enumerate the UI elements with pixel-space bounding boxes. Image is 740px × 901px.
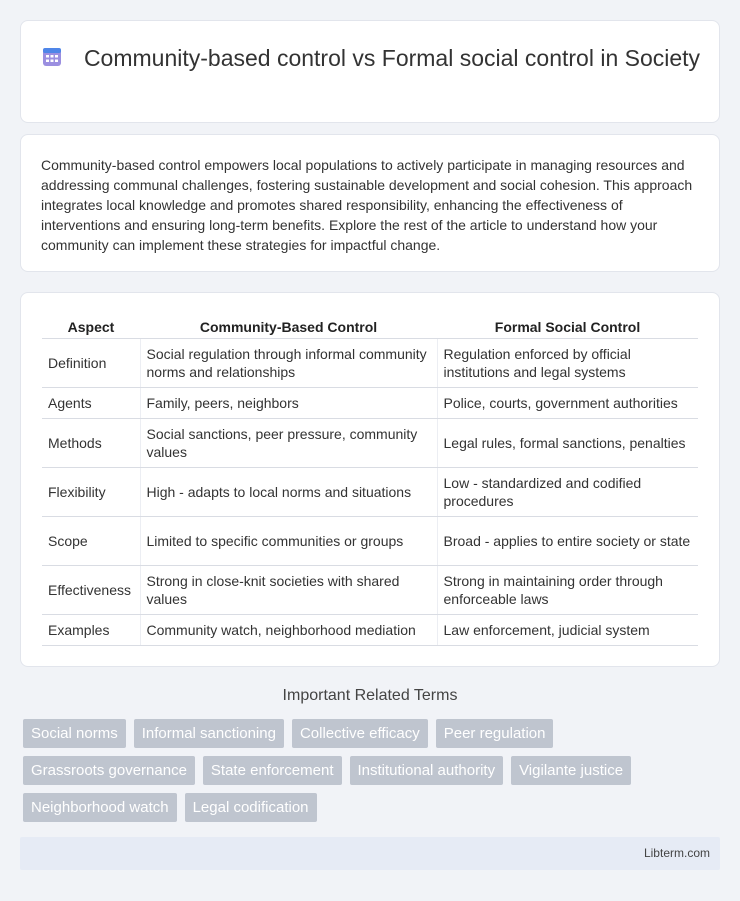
row-community-value: High - adapts to local norms and situations bbox=[140, 467, 437, 516]
related-term-tag[interactable]: State enforcement bbox=[203, 756, 342, 785]
footer-site-link[interactable]: Libterm.com bbox=[643, 846, 710, 860]
row-formal-value: Legal rules, formal sanctions, penalties bbox=[437, 418, 698, 467]
row-aspect: Effectiveness bbox=[42, 565, 140, 614]
related-term-tag[interactable]: Legal codification bbox=[185, 793, 317, 822]
related-terms-list bbox=[23, 719, 703, 822]
comparison-card bbox=[20, 292, 720, 667]
row-aspect: Flexibility bbox=[42, 467, 140, 516]
footer-bar bbox=[20, 837, 720, 870]
related-term-tag[interactable]: Informal sanctioning bbox=[134, 719, 284, 748]
page-title-row bbox=[21, 43, 719, 73]
table-row bbox=[42, 338, 698, 387]
row-formal-value: Law enforcement, judicial system bbox=[437, 614, 698, 645]
row-aspect: Examples bbox=[42, 614, 140, 645]
table-row bbox=[42, 418, 698, 467]
header-aspect: Aspect bbox=[42, 313, 140, 338]
related-term-tag[interactable]: Peer regulation bbox=[436, 719, 554, 748]
table-row bbox=[42, 387, 698, 418]
related-term-tag[interactable]: Neighborhood watch bbox=[23, 793, 177, 822]
intro-card bbox=[20, 134, 720, 272]
row-community-value: Social sanctions, peer pressure, community values bbox=[140, 418, 437, 467]
row-aspect: Scope bbox=[42, 516, 140, 565]
table-row bbox=[42, 467, 698, 516]
related-term-tag[interactable]: Vigilante justice bbox=[511, 756, 631, 785]
row-formal-value: Regulation enforced by official institutions and legal systems bbox=[437, 338, 698, 387]
row-aspect: Agents bbox=[42, 387, 140, 418]
header-community-based: Community-Based Control bbox=[140, 313, 437, 338]
row-community-value: Strong in close-knit societies with shared values bbox=[140, 565, 437, 614]
row-formal-value: Broad - applies to entire society or state bbox=[437, 516, 698, 565]
row-formal-value: Low - standardized and codified procedures bbox=[437, 467, 698, 516]
related-term-tag[interactable]: Collective efficacy bbox=[292, 719, 428, 748]
intro-paragraph: Community-based control empowers local populations to actively participate in managing resources and addressing communal challenges, fostering sustainable development and social cohesion. This approach integrates local knowledge and promotes shared responsibility, enhancing the effectiveness of interventions and ensuring long-term benefits. Explore the rest of the article to understand how your community can implement these strategies for impactful change. bbox=[41, 157, 693, 253]
related-term-tag[interactable]: Institutional authority bbox=[350, 756, 504, 785]
row-formal-value: Strong in maintaining order through enforceable laws bbox=[437, 565, 698, 614]
row-community-value: Limited to specific communities or groups bbox=[140, 516, 437, 565]
row-formal-value: Police, courts, government authorities bbox=[437, 387, 698, 418]
table-row bbox=[42, 516, 698, 565]
table-row bbox=[42, 565, 698, 614]
title-card bbox=[20, 20, 720, 123]
related-term-tag[interactable]: Grassroots governance bbox=[23, 756, 195, 785]
comparison-table bbox=[42, 313, 698, 646]
row-aspect: Methods bbox=[42, 418, 140, 467]
row-aspect: Definition bbox=[42, 338, 140, 387]
related-term-tag[interactable]: Social norms bbox=[23, 719, 126, 748]
table-header-row bbox=[42, 313, 698, 338]
row-community-value: Family, peers, neighbors bbox=[140, 387, 437, 418]
row-community-value: Community watch, neighborhood mediation bbox=[140, 614, 437, 645]
page-title: Community-based control vs Formal social control in Society bbox=[83, 45, 701, 71]
table-row bbox=[42, 614, 698, 645]
related-terms-heading: Important Related Terms bbox=[282, 687, 458, 704]
header-formal: Formal Social Control bbox=[437, 313, 698, 338]
table-icon bbox=[40, 45, 64, 69]
row-community-value: Social regulation through informal community norms and relationships bbox=[140, 338, 437, 387]
